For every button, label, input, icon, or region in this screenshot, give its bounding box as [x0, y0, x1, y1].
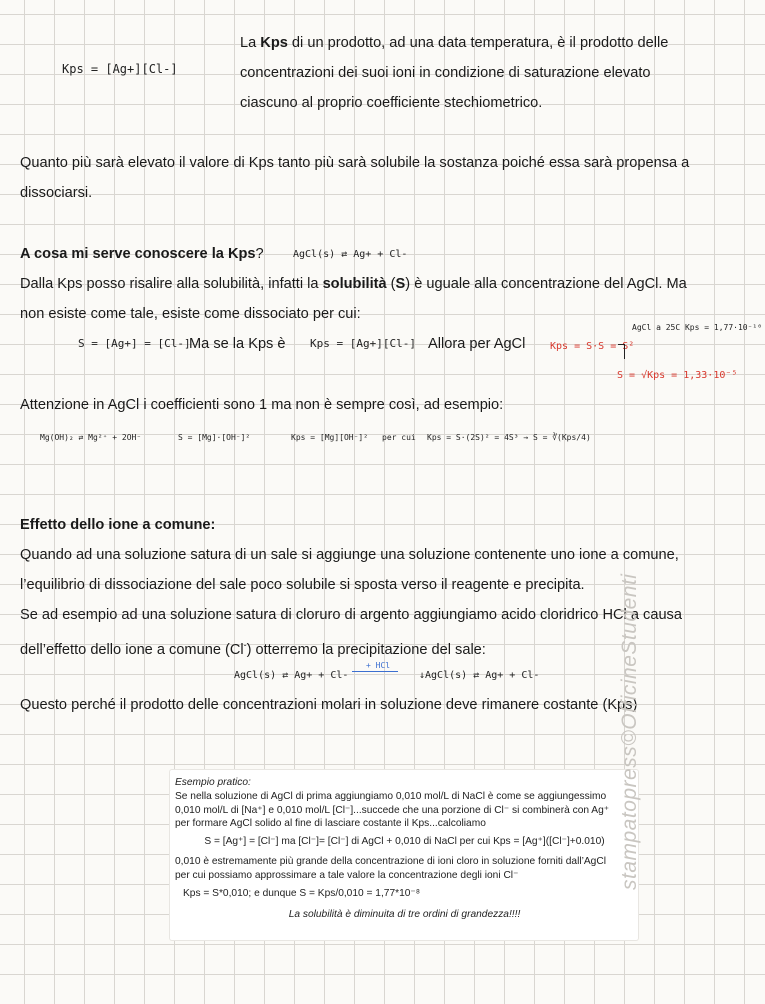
agcl-equilibrium-handwritten: [293, 249, 407, 260]
mgoh2-equilibrium: Mg(OH)₂ ⇄ Mg²⁺ + 2OH⁻: [40, 433, 142, 442]
question-mark: ?: [255, 246, 264, 262]
mg-s-formula: S = [Mg]·[OH⁻]²: [178, 433, 251, 442]
kps-formula-handwritten: Kps = [Ag+][Cl-]: [62, 62, 178, 76]
kps-line1-c: ) è uguale alla concentrazione del AgCl. Ma: [405, 276, 687, 292]
common-ion-right-text: ↓AgCl(s) ⇄ Ag+ + Cl-: [419, 670, 540, 681]
example-line2: 0,010 mol/L di [Na⁺] e 0,010 mol/L [Cl⁻]...succede che una porzione di Cl⁻ si combinerà con Ag⁺: [175, 804, 610, 816]
definition-line1: di un prodotto, ad una data temperatura, è il prodotto delle: [287, 35, 669, 51]
kps-s-squared-text: Kps = S·S = S²: [550, 341, 635, 352]
definition-line2: concentrazioni dei suoi ioni in condizione di saturazione elevato: [240, 65, 651, 81]
example-line5: 0,010 è estremamente più grande della concentrazione di ioni cloro in soluzione forniti dall’AgCl: [175, 855, 606, 867]
definition-prefix: La: [240, 35, 261, 51]
section-kps-heading: A cosa mi serve conoscere la Kps: [20, 246, 256, 262]
example-title: Esempio pratico:: [175, 777, 251, 788]
example-line6: per cui possiamo approssimare a tale valore la concentrazione degli ioni Cl⁻: [175, 869, 519, 881]
kps-line1-s: S: [395, 276, 406, 292]
kps-line2: non esiste come tale, esiste come dissociato per cui:: [20, 306, 361, 322]
mg-kps-formula: Kps = [Mg][OH⁻]²: [291, 433, 369, 442]
common-ion-line4-sup: -: [243, 640, 247, 650]
mg-solubility-derivation: Kps = S·(2S)² = 4S³ → S = ∛(Kps/4): [427, 433, 591, 442]
common-ion-line4-b: ) otterremo la precipitazione del sale:: [246, 641, 486, 658]
attention-line: Attenzione in AgCl i coefficienti sono 1 ma non è sempre così, ad esempio:: [20, 397, 504, 413]
s-sqrt-kps-text: S = √Kps = 1,33·10⁻⁵: [617, 370, 738, 381]
kps-line1-b: (: [386, 276, 396, 292]
solubility-line1: Quanto più sarà elevato il valore di Kps tanto più sarà solubile la sostanza poiché essa sarà propensa a: [20, 155, 690, 171]
text-ma-se-la-kps: Ma se la Kps è: [189, 336, 286, 352]
solubility-paragraph: [20, 148, 689, 208]
text-allora-per-agcl: Allora per AgCl: [428, 336, 526, 352]
common-ion-line3: Se ad esempio ad una soluzione satura di cloruro di argento aggiungiamo acido cloridrico HCl a causa: [20, 607, 682, 623]
agcl-25c-note: AgCl a 25C Kps = 1,77·10⁻¹⁰: [632, 323, 763, 332]
common-ion-line4-a: dell’effetto dello ione a comune (Cl: [20, 641, 244, 658]
example-line3: per formare AgCl solido al fine di lasciare costante il Kps...calcoliamo: [175, 818, 486, 830]
common-ion-line2: l’equilibrio di dissociazione del sale poco solubile si sposta verso il reagente e precipita.: [20, 577, 585, 593]
kps-formula-inline-handwritten: Kps = [Ag+][Cl-]: [310, 337, 416, 350]
common-ion-heading: Effetto dello ione a comune:: [20, 517, 216, 533]
solubility-line2: dissociarsi.: [20, 185, 93, 201]
s-formula-handwritten: S = [Ag+] = [Cl-]: [78, 337, 191, 350]
kps-line1-bold: solubilità: [322, 276, 387, 292]
example-line1: Se nella soluzione di AgCl di prima aggiungiamo 0,010 mol/L di NaCl è come se aggiungessimo: [175, 790, 607, 802]
connector-arrow: [618, 344, 625, 359]
hcl-arrow-label: + HCl: [366, 661, 391, 670]
definition-line3: ciascuno al proprio coefficiente stechiometrico.: [240, 95, 543, 111]
common-ion-line1: Quando ad una soluzione satura di un sale si aggiunge una soluzione contenente uno ione a comune,: [20, 547, 679, 563]
watermark: stampatopress©OfficineStudenti: [618, 573, 641, 890]
example-line4: S = [Ag⁺] = [Cl⁻] ma [Cl⁻]= [Cl⁻] di AgCl + 0,010 di NaCl per cui Kps = [Ag⁺]([Cl⁻]+0.010): [204, 836, 605, 848]
kps-line1-a: Dalla Kps posso risalire alla solubilità, infatti la: [20, 276, 323, 292]
hcl-arrow-icon: [352, 671, 398, 672]
common-ion-left-equilibrium: AgCl(s) ⇄ Ag+ + Cl-: [234, 670, 349, 681]
section-common-ion: [20, 510, 682, 665]
common-ion-right-equilibrium: [419, 670, 539, 681]
example-line7: Kps = S*0,010; e dunque S = Kps/0,010 = 1,77*10⁻⁸: [183, 887, 421, 899]
kps-definition: [240, 28, 668, 118]
agcl-equilibrium-text: AgCl(s) ⇄ Ag+ + Cl-: [293, 249, 408, 260]
definition-bold-kps: Kps: [260, 35, 288, 51]
common-ion-conclusion: Questo perché il prodotto delle concentrazioni molari in soluzione deve rimanere costante (Kps): [20, 697, 638, 713]
example-line8: La solubilità è diminuita di tre ordini di grandezza!!!!: [288, 909, 521, 921]
example-box: [170, 770, 638, 940]
per-cui-handwritten: per cui: [382, 433, 416, 442]
s-sqrt-kps-handwritten: [617, 370, 737, 381]
